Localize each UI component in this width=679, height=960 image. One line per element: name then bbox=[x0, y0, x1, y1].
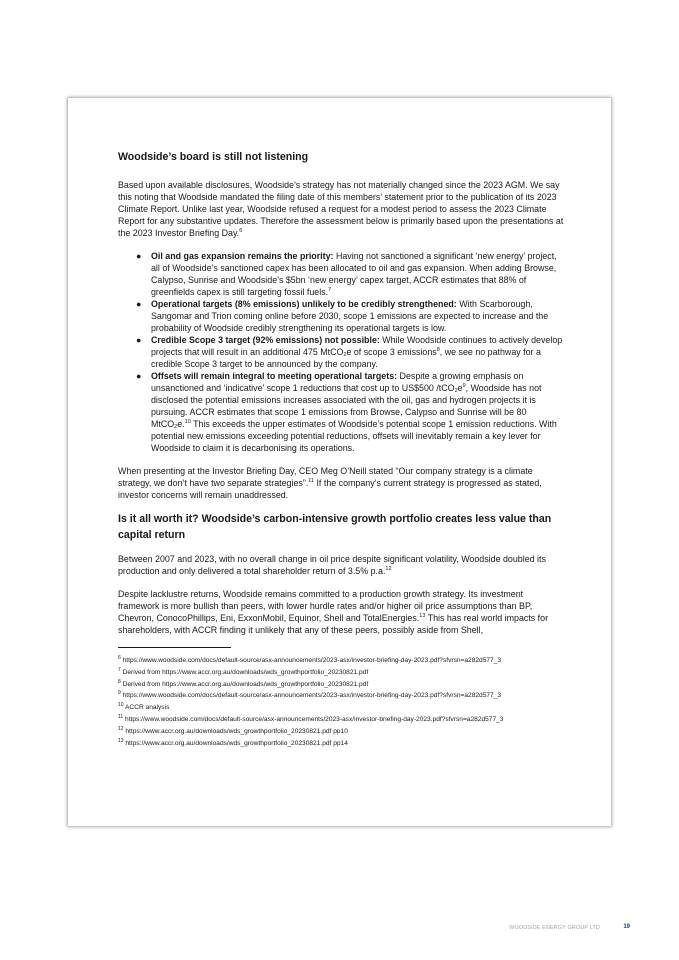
footer-company: WOODSIDE ENERGY GROUP LTD bbox=[509, 925, 600, 931]
body-paragraph: Between 2007 and 2023, with no overall change in oil price despite significant volatility, Woodside doubled its production and only delivered a total shareholder return of 3.5% p.a.$^{12}$ bbox=[118, 554, 546, 576]
bullet-icon: ● bbox=[136, 371, 142, 381]
section-heading: Woodside’s board is still not listening bbox=[118, 151, 309, 163]
list-item: ● Oil and gas expansion remains the priority: Having not sanctioned a significant ‘new energy’ project, all of Woodside’s sanctioned capex has been allocated to oil and gas expansion. When adding Browse, Calypso, Sunrise and Woodside’s $5bn ‘new energy’ capex target, ACCR estimates that 88% of greenfields capex is still targeting fossil fuels.$^7$ bbox=[136, 251, 557, 297]
footnotes bbox=[118, 657, 564, 748]
page-content bbox=[118, 151, 564, 751]
footnote: $^{13}$ https://www.accr.org.au/downloads/wds_growthportfolio_20230821.pdf pp14 bbox=[118, 737, 348, 747]
page-number: 19 bbox=[623, 924, 630, 930]
key-points-list bbox=[118, 250, 564, 454]
footnote-ref: 6 bbox=[239, 228, 243, 234]
closing-paragraph: When presenting at the Investor Briefing Day, CEO Meg O’Neill stated “Our company strategy is a climate strategy, we don’t have two separate strategies”.$^{11}$ If the company’s current strategy is progressed as stated, investor concerns will remain unaddressed. bbox=[118, 466, 542, 500]
intro-paragraph: Based upon available disclosures, Woodside’s strategy has not materially changed since the 2023 AGM. We say this noting that Woodside mandated the filing date of this members’ statement prior to the publication of its 2023 Climate Report. Unlike last year, Woodside refused a request for a modest period to assess the 2023 Climate Report for any substantive updates. Therefore the assessment below is primarily based upon the presentations at the 2023 Investor Briefing Day.$^6$ bbox=[118, 180, 564, 238]
footnote-ref: 9 bbox=[462, 383, 466, 389]
footnote-ref: 7 bbox=[328, 287, 332, 293]
body-paragraph: Despite lacklustre returns, Woodside remains committed to a production growth strategy. Its investment framework is more bullish than peers, with lower hurdle rates and/or higher oil price assumptions than BP, Chevron, ConocoPhillips, Eni, ExxonMobil, Equinor, Shell and TotalEnergies.$^{13}$ This has real world impacts for shareholders, with ACCR finding it unlikely that any of these peers, possibly aside from Shell, bbox=[118, 589, 549, 635]
footnote-ref: 8 bbox=[436, 347, 440, 353]
bullet-icon: ● bbox=[136, 335, 142, 345]
list-item: ● Offsets will remain integral to meeting operational targets: Despite a growing emphasis on unsanctioned and ‘indicative’ scope 1 reductions that cost up to US$500 $/tCO_2e^9$, Woodside has not disclosed the potential emissions increases associated with the oil, gas and hydrogen projects it is pursuing. ACCR estimates that scope 1 emissions from Browse, Calypso and Sunrise will be 80 MtCO$_2$e.$^{10}$ This exceeds the upper estimates of Woodside’s potential scope 1 emission reductions. With potential new emissions exceeding potential reductions, offsets will inevitably remain a key lever for Woodside to claim it is decarbonising its operations. bbox=[136, 371, 557, 453]
list-item: ● Operational targets (8% emissions) unlikely to be credibly strengthened: With Scarborough, Sangomar and Trion coming online before 2030, scope 1 emissions are expected to increase and the probability of Woodside credibly strengthening its operational targets is low. bbox=[136, 299, 549, 333]
footnote: $^{12}$ https://www.accr.org.au/downloads/wds_growthportfolio_20230821.pdf pp10 bbox=[118, 725, 348, 735]
footnote-ref: 12 bbox=[385, 566, 392, 572]
footnote: $^7$ Derived from https://www.accr.org.au/downloads/wds_growthportfolio_20230821.pdf bbox=[118, 666, 369, 676]
bullet-icon: ● bbox=[136, 251, 142, 261]
footnote: $^{10}$ ACCR analysis bbox=[118, 702, 170, 712]
footnote-ref: 10 bbox=[184, 419, 191, 425]
footnote: $^6$ https://www.woodside.com/docs/default-source/asx-announcements/2023-asx/investor-briefing-day-2023.pdf?sfvrsn=a282d577_3 bbox=[118, 655, 502, 664]
section-heading: Is it all worth it? Woodside’s carbon-intensive growth portfolio creates less value than capital return bbox=[118, 513, 552, 541]
footnote-ref: 11 bbox=[308, 478, 314, 484]
document-page bbox=[68, 98, 611, 826]
footnote: $^9$ https://www.woodside.com/docs/default-source/asx-announcements/2023-asx/investor-briefing-day-2023.pdf?sfvrsn=a282d577_3 bbox=[118, 690, 502, 700]
footnote-divider bbox=[118, 647, 231, 648]
list-item: ● Credible Scope 3 target (92% emissions) not possible: While Woodside continues to actively develop projects that will result in an additional 475 MtCO$_2$e of scope 3 emissions$^8$, we see no pathway for a credible Scope 3 target to be announced by the company. bbox=[136, 335, 563, 369]
footnote-ref: 13 bbox=[419, 613, 426, 619]
footnote: $^8$ Derived from https://www.accr.org.au/downloads/wds_growthportfolio_20230821.pdf bbox=[118, 678, 369, 688]
bullet-icon: ● bbox=[136, 299, 142, 309]
footnote: $^{11}$ https://www.woodside.com/docs/default-source/asx-announcements/2023-asx/investor-briefing-day-2023.pdf?sfvrsn=a282d577_3 bbox=[118, 713, 504, 723]
